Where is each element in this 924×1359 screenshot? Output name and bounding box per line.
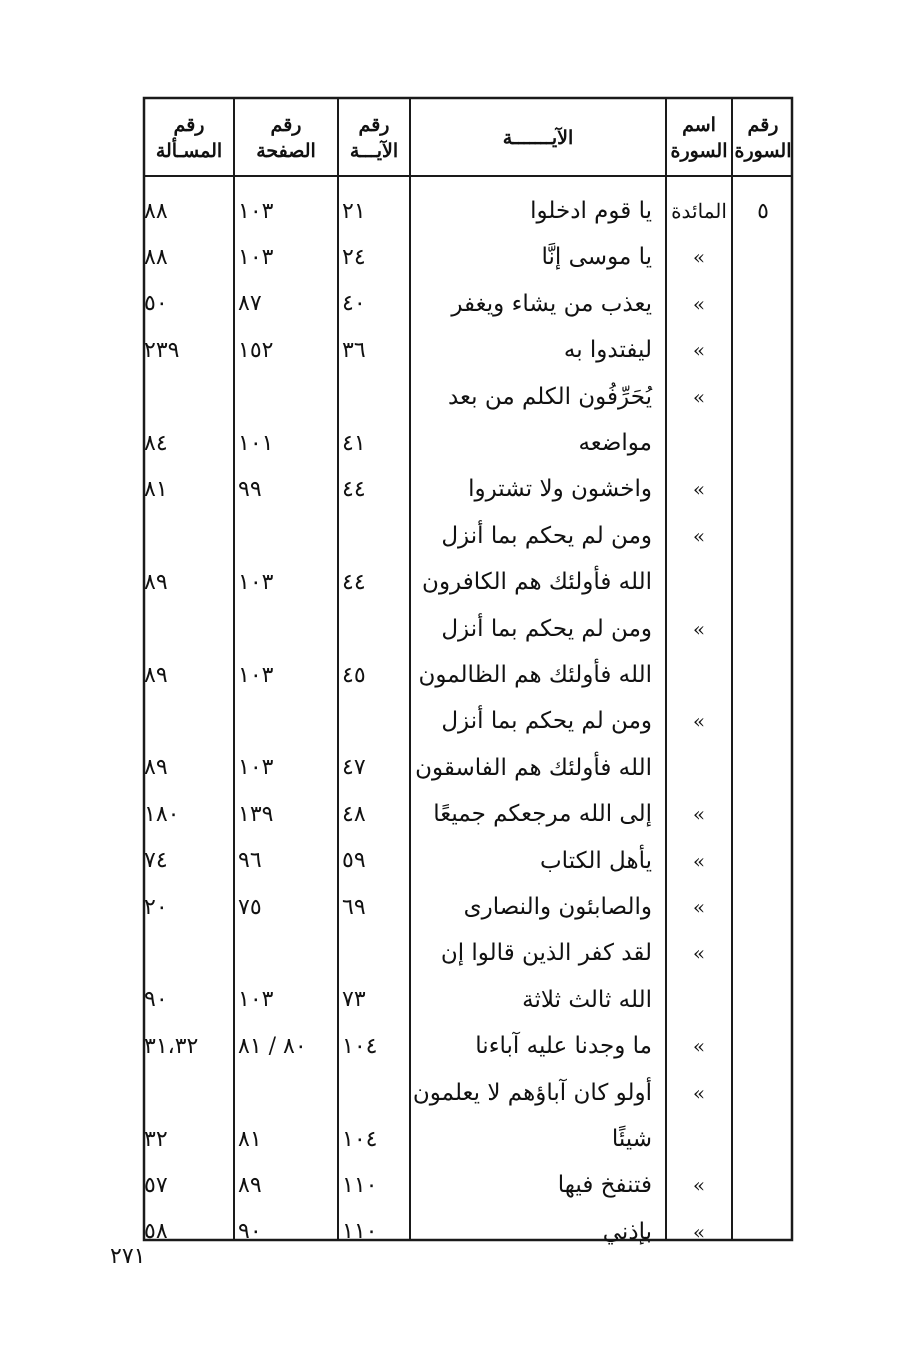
verse-text-line: يا قوم ادخلوا <box>530 198 652 224</box>
header-verse-number-line1: رقم <box>358 114 390 136</box>
verse-number-cell: ٤٤ <box>342 569 366 595</box>
question-number-cell: ٨١ <box>144 476 168 502</box>
verse-text-line: يأهل الكتاب <box>540 847 652 874</box>
question-number-cell: ١٨٠ <box>144 801 180 827</box>
verse-number-cell: ٤١ <box>342 430 366 456</box>
verse-text-line: يُحَرِّفُون الكلم من بعد <box>447 383 652 410</box>
surah-name-cell: » <box>692 384 706 409</box>
question-number-cell: ٢٣٩ <box>144 337 180 363</box>
surah-number-cell <box>734 838 792 884</box>
header-surah-name-line2: السورة <box>670 140 728 162</box>
header-verse-text <box>412 100 664 176</box>
page-number-cell: ١٥٢ <box>238 337 274 363</box>
verse-text-line: يعذب من يشاء ويغفر <box>451 290 652 317</box>
surah-number-cell <box>734 1209 792 1255</box>
verse-text-line: الله فأولئك هم الكافرون <box>422 569 652 596</box>
header-page-number-line2: الصفحة <box>256 140 316 162</box>
page-number-cell: ١٠٣ <box>238 755 274 781</box>
verse-number-cell: ٤٤ <box>342 476 366 502</box>
verse-number-cell: ١٠٤ <box>342 1033 378 1059</box>
surah-number-cell <box>734 374 792 420</box>
page-number-cell: ٩٦ <box>238 848 262 874</box>
surah-name-cell: » <box>692 848 706 873</box>
verse-text-line: ما وجدنا عليه آباءنا <box>475 1033 652 1060</box>
question-number-cell: ٨٩ <box>144 662 168 688</box>
surah-name-cell: » <box>692 1080 706 1105</box>
surah-number-cell <box>734 466 792 512</box>
verse-text-line: لقد كفر الذين قالوا إن <box>440 940 652 967</box>
question-number-cell: ٣١،٣٢ <box>144 1033 199 1059</box>
surah-number-cell <box>734 1162 792 1208</box>
header-surah-name <box>668 100 730 176</box>
verse-text-line: ليفتدوا به <box>563 337 652 364</box>
question-number-cell: ٧٤ <box>144 848 168 874</box>
header-page-number-line1: رقم <box>270 114 302 136</box>
surah-number-cell <box>734 513 792 559</box>
page-number: ٢٧١ <box>110 1244 146 1269</box>
verse-number-cell: ٢١ <box>342 198 366 224</box>
verse-number-cell: ١١٠ <box>342 1219 378 1245</box>
question-number-cell: ٨٨ <box>144 244 168 270</box>
surah-number-cell <box>734 234 792 280</box>
verse-text-line: يا موسى إنَّا <box>541 244 652 271</box>
page-number-cell: ٨٧ <box>238 291 262 317</box>
surah-number-cell <box>734 327 792 373</box>
surah-name-cell: المائدة <box>671 199 727 223</box>
header-question-number-line1: رقم <box>173 114 205 136</box>
header-surah-number-line2: السورة <box>734 140 792 162</box>
page-number-cell: ١٠٣ <box>238 569 274 595</box>
question-number-cell: ٨٩ <box>144 569 168 595</box>
page-number-cell: ١٠٣ <box>238 987 274 1013</box>
surah-number-cell <box>734 698 792 744</box>
verse-text-line: شيئًا <box>611 1126 652 1152</box>
surah-number-cell <box>734 791 792 837</box>
surah-number-cell <box>734 1070 792 1116</box>
page-number-cell: ٩٠ <box>238 1219 262 1245</box>
surah-name-cell: » <box>692 523 706 548</box>
page-number-cell: ١٠٣ <box>238 198 274 224</box>
verse-text-line: الله ثالث ثلاثة <box>522 986 652 1013</box>
header-surah-name-line1: اسم <box>682 114 716 136</box>
verse-number-cell: ٤٠ <box>342 291 366 317</box>
header-surah-number-line1: رقم <box>747 114 779 136</box>
question-number-cell: ٨٤ <box>144 430 168 456</box>
page-number-cell: ١٠١ <box>238 430 274 456</box>
verse-text-line: أولو كان آباؤهم لا يعلمون <box>412 1079 652 1106</box>
verse-number-cell: ٧٣ <box>342 987 366 1013</box>
surah-name-cell: » <box>692 338 706 363</box>
header-verse-text-label: الآيـــــــة <box>502 127 574 149</box>
surah-name-cell: » <box>692 1034 706 1059</box>
verse-number-cell: ٤٨ <box>342 801 366 827</box>
surah-number-cell <box>734 281 792 327</box>
page-number-cell: ١٠٣ <box>238 662 274 688</box>
question-number-cell: ٨٩ <box>144 755 168 781</box>
question-number-cell: ٨٨ <box>144 198 168 224</box>
question-number-cell: ٢٠ <box>144 894 168 920</box>
verse-text-line: الله فأولئك هم الفاسقون <box>415 754 652 781</box>
page-number-cell: ١٣٩ <box>238 801 274 827</box>
verse-number-cell: ١٠٤ <box>342 1126 378 1152</box>
verse-text-line: بإذني <box>602 1218 652 1245</box>
verse-number-cell: ٣٦ <box>342 337 366 363</box>
surah-name-cell: » <box>692 477 706 502</box>
page-number-cell: ٧٥ <box>238 894 262 920</box>
verse-text-line: الله فأولئك هم الظالمون <box>418 662 652 688</box>
verse-text-line: ومن لم يحكم بما أنزل <box>441 522 652 549</box>
page-number-cell: ٨١ <box>238 1126 262 1152</box>
verse-number-cell: ٢٤ <box>342 244 366 270</box>
header-page-number <box>236 100 336 176</box>
surah-name-cell: » <box>692 245 706 270</box>
surah-number-cell <box>734 1023 792 1069</box>
page-number-cell: ١٠٣ <box>238 244 274 270</box>
verse-text-line: والصابئون والنصارى <box>463 894 652 920</box>
question-number-cell: ٥٨ <box>144 1219 168 1245</box>
question-number-cell: ٥٧ <box>144 1172 168 1198</box>
page-number-cell: ٨٠ / ٨١ <box>238 1033 307 1059</box>
question-number-cell: ٣٢ <box>144 1126 168 1152</box>
verse-number-cell: ٥٩ <box>342 848 366 874</box>
question-number-cell: ٥٠ <box>144 291 168 317</box>
verse-number-cell: ٦٩ <box>342 894 366 920</box>
page-number-cell: ٨٩ <box>238 1172 262 1198</box>
verse-number-cell: ٤٥ <box>342 662 366 688</box>
verse-text-line: مواضعه <box>578 430 652 456</box>
surah-name-cell: » <box>692 895 706 919</box>
surah-name-cell: » <box>692 802 706 827</box>
surah-name-cell: » <box>692 616 706 641</box>
header-question-number <box>146 100 232 176</box>
header-verse-number <box>340 100 408 176</box>
header-surah-number <box>734 100 792 176</box>
question-number-cell: ٩٠ <box>144 987 168 1013</box>
header-question-number-line2: المسـألة <box>155 140 223 162</box>
surah-name-cell: » <box>692 1173 706 1198</box>
surah-number-cell <box>734 884 792 930</box>
surah-number-cell: ٥ <box>757 198 769 224</box>
verse-text-line: فتنفخ فيها <box>557 1172 652 1199</box>
surah-name-cell: » <box>692 1219 706 1244</box>
verse-text-line: واخشون ولا تشتروا <box>468 476 652 503</box>
surah-number-cell <box>734 930 792 976</box>
verse-text-line: ومن لم يحكم بما أنزل <box>441 615 652 642</box>
surah-name-cell: » <box>692 709 706 734</box>
verse-text-line: ومن لم يحكم بما أنزل <box>441 708 652 735</box>
surah-name-cell: » <box>692 941 706 966</box>
surah-name-cell: » <box>692 291 706 316</box>
verse-number-cell: ١١٠ <box>342 1172 378 1198</box>
surah-number-cell <box>734 606 792 652</box>
page-number-cell: ٩٩ <box>238 476 262 502</box>
verse-number-cell: ٤٧ <box>342 755 366 781</box>
header-verse-number-line2: الآيـــة <box>349 140 399 162</box>
verse-text-line: إلى الله مرجعكم جميعًا <box>433 801 652 828</box>
